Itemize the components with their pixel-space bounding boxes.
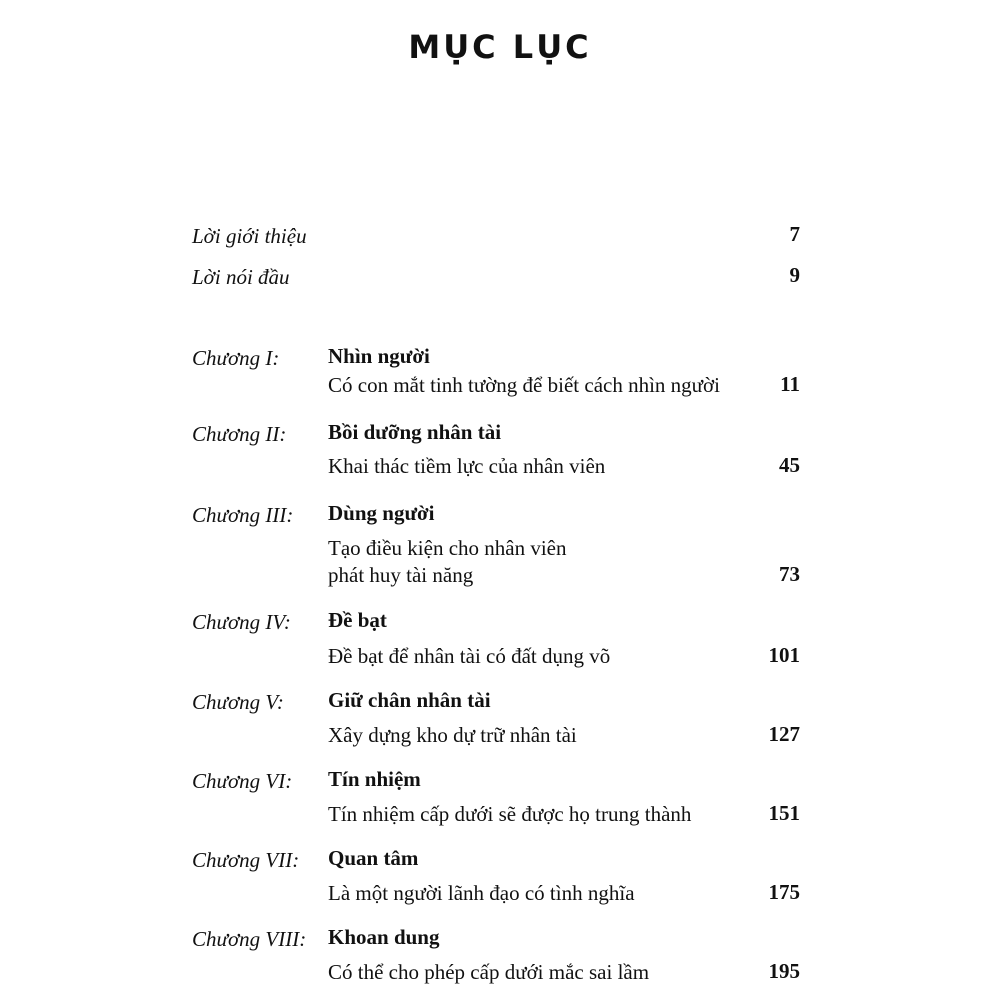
chapter-subtitle: Có con mắt tinh tường để biết cách nhìn người bbox=[328, 373, 720, 397]
chapter-page: 101 bbox=[768, 643, 800, 667]
chapter-label: Chương IV: bbox=[192, 610, 291, 634]
chapter-subtitle: Đề bạt để nhân tài có đất dụng võ bbox=[328, 644, 611, 668]
chapter-subtitle: Xây dựng kho dự trữ nhân tài bbox=[328, 723, 577, 747]
chapter-page: 151 bbox=[768, 801, 800, 825]
chapter-page: 175 bbox=[768, 880, 800, 904]
chapter-label: Chương I: bbox=[192, 346, 280, 370]
chapter-label: Chương VI: bbox=[192, 769, 293, 793]
chapter-subtitle: phát huy tài năng bbox=[328, 563, 474, 587]
chapter-subtitle: Tạo điều kiện cho nhân viên bbox=[328, 536, 567, 560]
chapter-page: 45 bbox=[779, 453, 800, 477]
front-matter-label: Lời nói đầu bbox=[192, 265, 290, 289]
chapter-subtitle: Là một người lãnh đạo có tình nghĩa bbox=[328, 881, 635, 905]
chapter-label: Chương VIII: bbox=[192, 927, 307, 951]
chapter-page: 195 bbox=[768, 959, 800, 983]
chapter-label: Chương III: bbox=[192, 503, 294, 527]
chapter-page: 11 bbox=[780, 372, 800, 396]
chapter-title: Đề bạt bbox=[328, 608, 387, 632]
chapter-page: 73 bbox=[779, 562, 800, 586]
chapter-title: Khoan dung bbox=[328, 925, 440, 949]
chapter-title: Nhìn người bbox=[328, 344, 430, 368]
chapter-title: Quan tâm bbox=[328, 846, 419, 870]
chapter-title: Bồi dưỡng nhân tài bbox=[328, 420, 502, 444]
chapter-title: Tín nhiệm bbox=[328, 767, 421, 791]
chapter-subtitle: Có thể cho phép cấp dưới mắc sai lầm bbox=[328, 960, 650, 984]
chapter-subtitle: Tín nhiệm cấp dưới sẽ được họ trung thành bbox=[328, 802, 692, 826]
front-matter-page: 7 bbox=[789, 222, 800, 246]
chapter-title: Dùng người bbox=[328, 501, 435, 525]
chapter-page: 127 bbox=[768, 722, 800, 746]
chapter-label: Chương VII: bbox=[192, 848, 300, 872]
front-matter-label: Lời giới thiệu bbox=[192, 224, 307, 248]
chapter-label: Chương V: bbox=[192, 690, 284, 714]
chapter-label: Chương II: bbox=[192, 422, 287, 446]
page-title: MỤC LỤC bbox=[408, 28, 592, 66]
front-matter-page: 9 bbox=[789, 263, 800, 287]
chapter-title: Giữ chân nhân tài bbox=[328, 688, 491, 712]
chapter-subtitle: Khai thác tiềm lực của nhân viên bbox=[328, 454, 606, 478]
